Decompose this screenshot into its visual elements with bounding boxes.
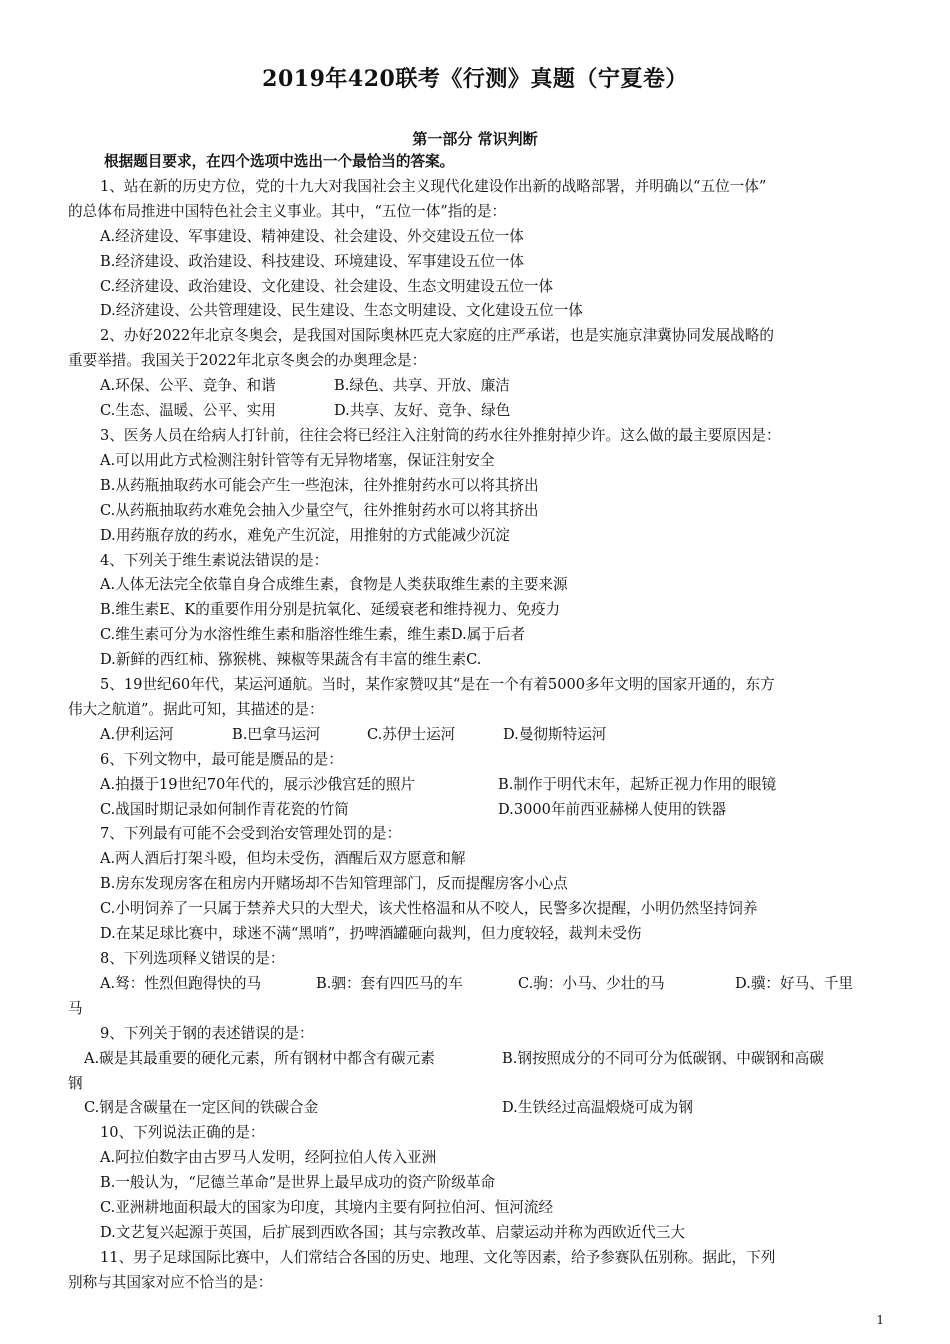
question-7-option-a: A.两人酒后打架斗殴，但均未受伤，酒醒后双方愿意和解	[100, 850, 466, 868]
instruction: 根据题目要求，在四个选项中选出一个最恰当的答案。	[104, 153, 455, 170]
question-1-stem-cont: 的总体布局推进中国特色社会主义事业。其中，“五位一体”指的是：	[68, 202, 507, 220]
question-2-option-d: D.共享、友好、竞争、绿色	[334, 402, 511, 420]
question-4-stem: 4、下列关于维生素说法错误的是：	[100, 551, 329, 569]
question-4-option-c: C.维生素可分为水溶性维生素和脂溶性维生素，维生素D.属于后者	[100, 626, 526, 644]
question-9-option-b-cont: 钢	[68, 1074, 83, 1092]
question-7-option-b: B.房东发现房客在租房内开赌场却不告知管理部门，反而提醒房客小心点	[100, 875, 568, 893]
question-1-stem: 1、站在新的历史方位，党的十九大对我国社会主义现代化建设作出新的战略部署，并明确以“五位一体”	[100, 177, 767, 195]
question-5-option-d: D.曼彻斯特运河	[503, 725, 607, 743]
question-4-option-a: A.人体无法完全依靠自身合成维生素，食物是人类获取维生素的主要来源	[100, 576, 568, 594]
question-7-stem: 7、下列最有可能不会受到治安管理处罚的是：	[100, 825, 402, 843]
question-2-stem: 2、办好2022年北京冬奥会，是我国对国际奥林匹克大家庭的庄严承诺，也是实施京津冀协同发展战略的	[100, 327, 774, 345]
question-10-option-d: D.文艺复兴起源于英国，后扩展到西欧各国；其与宗教改革、启蒙运动并称为西欧近代三大	[100, 1223, 685, 1241]
question-11-stem-cont: 别称与其国家对应不恰当的是：	[68, 1273, 273, 1291]
question-5-option-c: C.苏伊士运河	[367, 725, 456, 743]
question-8-option-d-cont: 马	[68, 999, 83, 1017]
question-6-option-c: C.战国时期记录如何制作青花瓷的竹简	[100, 800, 349, 818]
question-5-option-a: A.伊利运河	[100, 725, 174, 743]
question-3-option-d: D.用药瓶存放的药水，难免产生沉淀，用推射的方式能减少沉淀	[100, 526, 510, 544]
question-10-option-c: C.亚洲耕地面积最大的国家为印度，其境内主要有阿拉伯河、恒河流经	[100, 1199, 554, 1217]
question-3-option-a: A.可以用此方式检测注射针管等有无异物堵塞，保证注射安全	[100, 451, 495, 469]
question-10-option-b: B.一般认为，“尼德兰革命”是世界上最早成功的资产阶级革命	[100, 1174, 496, 1192]
question-1-option-a: A.经济建设、军事建设、精神建设、社会建设、外交建设五位一体	[100, 227, 524, 245]
question-7-option-c: C.小明饲养了一只属于禁养犬只的大型犬，该犬性格温和从不咬人，民警多次提醒，小明仍然坚持饲养	[100, 900, 758, 918]
question-9-option-d: D.生铁经过高温煅烧可成为钢	[502, 1099, 693, 1117]
question-4-option-d: D.新鲜的西红柿、猕猴桃、辣椒等果蔬含有丰富的维生素C.	[100, 651, 482, 669]
question-6-option-d: D.3000年前西亚赫梯人使用的铁器	[498, 800, 727, 818]
question-9-option-b: B.钢按照成分的不同可分为低碳钢、中碳钢和高碳	[502, 1049, 824, 1067]
question-2-options-row-1	[68, 374, 886, 399]
question-4-option-b: B.维生素E、K的重要作用分别是抗氧化、延缓衰老和维持视力、免疫力	[100, 601, 561, 619]
question-1-option-c: C.经济建设、政治建设、文化建设、社会建设、生态文明建设五位一体	[100, 277, 554, 295]
question-9-options-row-1	[68, 1047, 886, 1072]
question-8-option-c: C.驹：小马、少壮的马	[518, 974, 665, 992]
section-heading: 第一部分 常识判断	[412, 130, 538, 148]
question-2-options-row-2	[68, 399, 886, 424]
question-6-option-a: A.拍摄于19世纪70年代的，展示沙俄宫廷的照片	[100, 775, 416, 793]
question-2-option-c: C.生态、温暖、公平、实用	[100, 402, 276, 420]
question-1-option-b: B.经济建设、政治建设、科技建设、环境建设、军事建设五位一体	[100, 252, 524, 270]
question-6-option-b: B.制作于明代末年，起矫正视力作用的眼镜	[498, 775, 777, 793]
question-2-stem-cont: 重要举措。我国关于2022年北京冬奥会的办奥理念是：	[68, 352, 427, 370]
question-8-option-a: A.驽：性烈但跑得快的马	[100, 974, 262, 992]
question-1-option-d: D.经济建设、公共管理建设、民生建设、生态文明建设、文化建设五位一体	[100, 302, 583, 320]
question-list	[68, 150, 886, 1296]
question-3-stem: 3、医务人员在给病人打针前，往往会将已经注入注射筒的药水往外推射掉少许。这么做的最主要原因是：	[100, 426, 781, 444]
question-9-stem: 9、下列关于钢的表述错误的是：	[100, 1024, 314, 1042]
question-9-option-a: A.碳是其最重要的硬化元素，所有钢材中都含有碳元素	[84, 1049, 435, 1067]
question-3-option-b: B.从药瓶抽取药水可能会产生一些泡沫，往外推射药水可以将其挤出	[100, 476, 539, 494]
question-8-option-b: B.驷：套有四匹马的车	[316, 974, 463, 992]
question-6-stem: 6、下列文物中，最可能是赝品的是：	[100, 750, 343, 768]
question-10-stem: 10、下列说法正确的是：	[100, 1124, 265, 1142]
question-8-options-row	[68, 972, 886, 997]
question-5-option-b: B.巴拿马运河	[232, 725, 321, 743]
question-5-options-row	[68, 723, 886, 748]
page-number: 1	[876, 1313, 884, 1327]
question-7-option-d: D.在某足球比赛中，球迷不满“黑哨”，扔啤酒罐砸向裁判，但力度较轻，裁判未受伤	[100, 925, 642, 943]
question-5-stem: 5、19世纪60年代，某运河通航。当时，某作家赞叹其“是在一个有着5000多年文明的国家开通的，东方	[100, 676, 775, 694]
page-title: 2019年420联考《行测》真题（宁夏卷）	[262, 66, 688, 92]
question-9-options-row-2	[68, 1096, 886, 1121]
question-6-options-row-2	[68, 798, 886, 823]
question-6-options-row-1	[68, 773, 886, 798]
question-11-stem: 11、男子足球国际比赛中，人们常结合各国的历史、地理、文化等因素，给予参赛队伍别称。据此，下列	[100, 1248, 776, 1266]
question-2-option-b: B.绿色、共享、开放、廉洁	[334, 377, 510, 395]
question-2-option-a: A.环保、公平、竞争、和谐	[100, 377, 276, 395]
question-8-option-d: D.骥：好马、千里	[735, 974, 853, 992]
question-5-stem-cont: 伟大之航道”。据此可知，其描述的是：	[68, 700, 324, 718]
question-3-option-c: C.从药瓶抽取药水难免会抽入少量空气，往外推射药水可以将其挤出	[100, 501, 539, 519]
question-9-option-c: C.钢是含碳量在一定区间的铁碳合金	[84, 1099, 319, 1117]
question-10-option-a: A.阿拉伯数字由古罗马人发明，经阿拉伯人传入亚洲	[100, 1149, 437, 1167]
question-8-stem: 8、下列选项释义错误的是：	[100, 950, 285, 967]
